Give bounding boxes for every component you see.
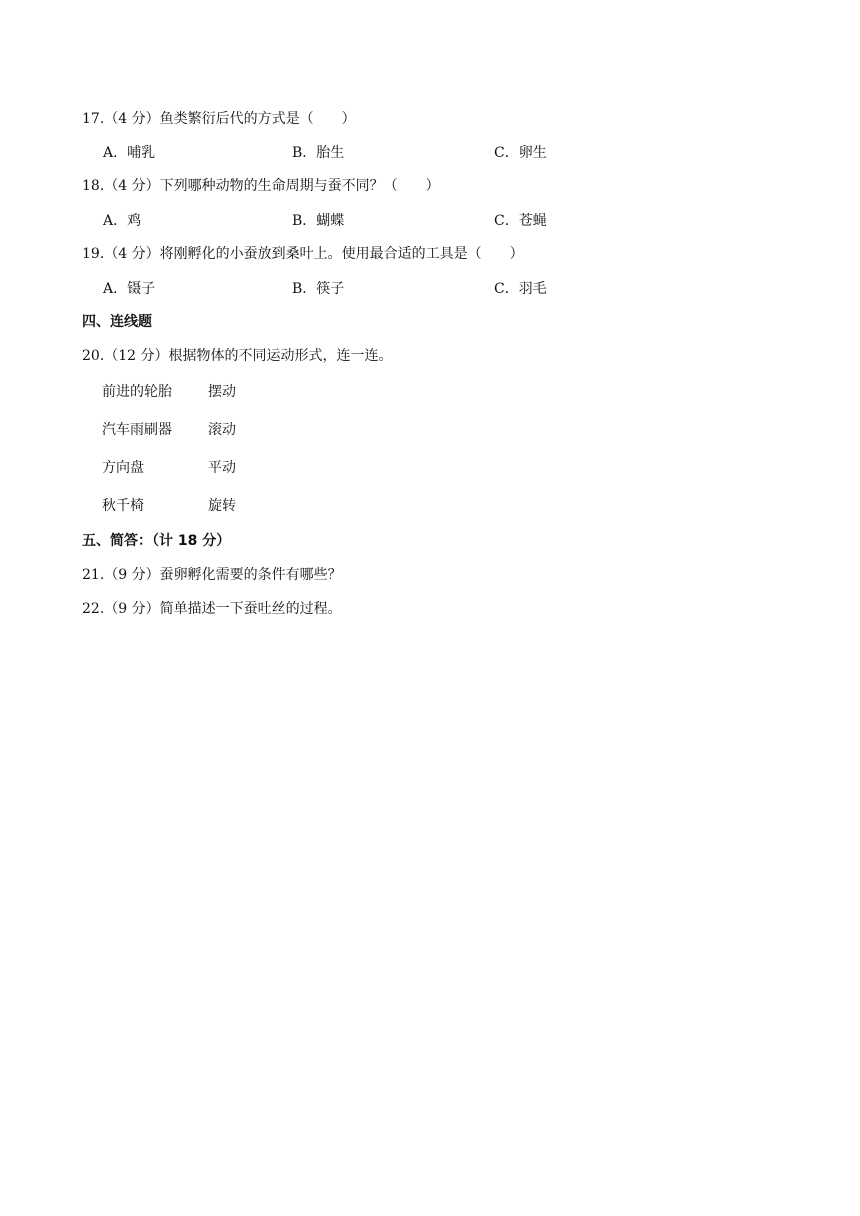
question-19-option-b: B．筷子 xyxy=(292,281,345,297)
match-right-item-2: 滚动 xyxy=(208,422,236,438)
question-18-option-c: C．苍蝇 xyxy=(494,213,547,229)
question-18-stem: 18.（4 分）下列哪种动物的生命周期与蚕不同？（ ） xyxy=(82,178,440,194)
question-22-stem: 22.（9 分）简单描述一下蚕吐丝的过程。 xyxy=(82,601,342,617)
match-right-item-4: 旋转 xyxy=(208,498,236,514)
question-21-stem: 21.（9 分）蚕卵孵化需要的条件有哪些？ xyxy=(82,567,342,583)
question-18-option-a: A．鸡 xyxy=(103,213,142,229)
match-left-item-3: 方向盘 xyxy=(102,460,144,476)
question-17-option-c: C．卵生 xyxy=(494,145,547,161)
section-5-title: 五、简答：（计 18 分） xyxy=(82,533,231,549)
match-right-item-3: 平动 xyxy=(208,460,236,476)
question-17-option-b: B．胎生 xyxy=(292,145,345,161)
match-left-item-2: 汽车雨刷器 xyxy=(102,422,172,438)
match-left-item-4: 秋千椅 xyxy=(102,498,144,514)
question-17-option-a: A．哺乳 xyxy=(103,145,156,161)
question-17-stem: 17.（4 分）鱼类繁衍后代的方式是（ ） xyxy=(82,111,356,127)
question-19-stem: 19.（4 分）将刚孵化的小蚕放到桑叶上。使用最合适的工具是（ ） xyxy=(82,246,524,262)
match-left-item-1: 前进的轮胎 xyxy=(102,384,172,400)
match-right-item-1: 摆动 xyxy=(208,384,236,400)
question-18-option-b: B．蝴蝶 xyxy=(292,213,345,229)
question-19-option-c: C．羽毛 xyxy=(494,281,547,297)
section-4-title: 四、连线题 xyxy=(82,314,152,330)
question-20-stem: 20.（12 分）根据物体的不同运动形式，连一连。 xyxy=(82,348,393,364)
question-19-option-a: A．镊子 xyxy=(103,281,156,297)
